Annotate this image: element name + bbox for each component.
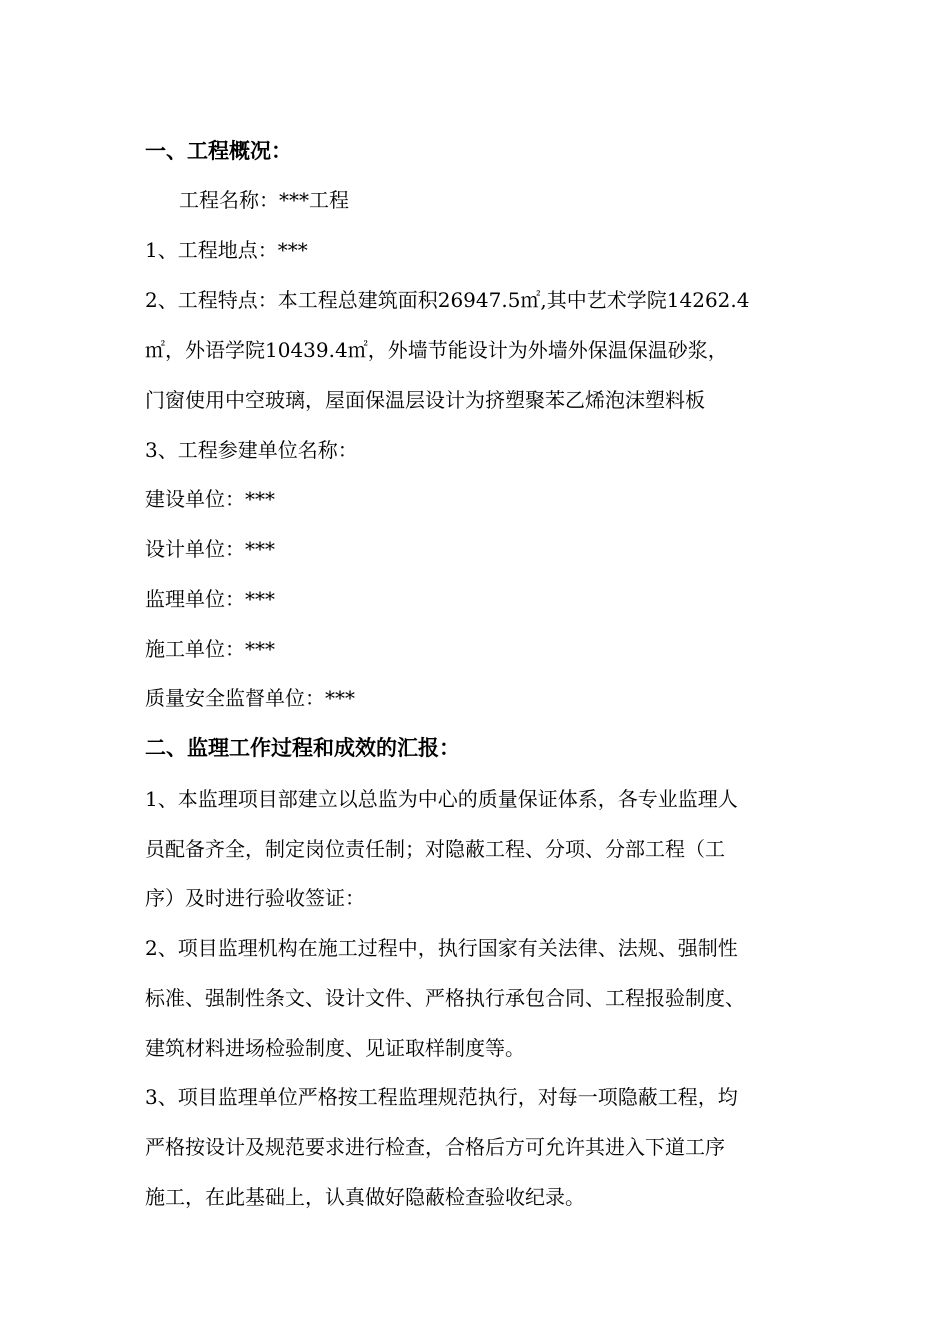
participant-supervision: 监理单位：***: [145, 587, 275, 611]
project-location: 1、工程地点：***: [145, 238, 308, 262]
participant-construction: 建设单位：***: [145, 487, 275, 511]
para3-line-3: 施工，在此基础上，认真做好隐蔽检查验收纪录。: [145, 1185, 585, 1209]
para3-line-2: 严格按设计及规范要求进行检查，合格后方可允许其进入下道工序: [145, 1135, 725, 1159]
participant-contractor: 施工单位：***: [145, 637, 275, 661]
para3-line-1: 3、项目监理单位严格按工程监理规范执行，对每一项隐蔽工程，均: [145, 1085, 738, 1109]
project-features-line-1: 2、工程特点：本工程总建筑面积26947.5㎡,其中艺术学院14262.4: [145, 288, 750, 312]
participant-quality-safety: 质量安全监督单位：***: [145, 686, 355, 710]
para1-line-1: 1、本监理项目部建立以总监为中心的质量保证体系，各专业监理人: [145, 787, 738, 811]
section1-heading: 一、工程概况：: [145, 138, 292, 163]
project-features-line-2: ㎡，外语学院10439.4㎡，外墙节能设计为外墙外保温保温砂浆，: [145, 338, 728, 362]
project-name: 工程名称：***工程: [179, 188, 349, 212]
project-features-line-3: 门窗使用中空玻璃，屋面保温层设计为挤塑聚苯乙烯泡沫塑料板: [145, 388, 705, 412]
para2-line-2: 标准、强制性条文、设计文件、严格执行承包合同、工程报验制度、: [145, 986, 745, 1010]
participant-design: 设计单位：***: [145, 537, 275, 561]
participants-title: 3、工程参建单位名称：: [145, 438, 358, 462]
para2-line-1: 2、项目监理机构在施工过程中，执行国家有关法律、法规、强制性: [145, 936, 738, 960]
section2-heading: 二、监理工作过程和成效的汇报：: [145, 735, 460, 760]
para2-line-3: 建筑材料进场检验制度、见证取样制度等。: [145, 1036, 525, 1060]
para1-line-2: 员配备齐全，制定岗位责任制；对隐蔽工程、分项、分部工程（工: [145, 837, 725, 861]
para1-line-3: 序）及时进行验收签证：: [145, 886, 365, 910]
